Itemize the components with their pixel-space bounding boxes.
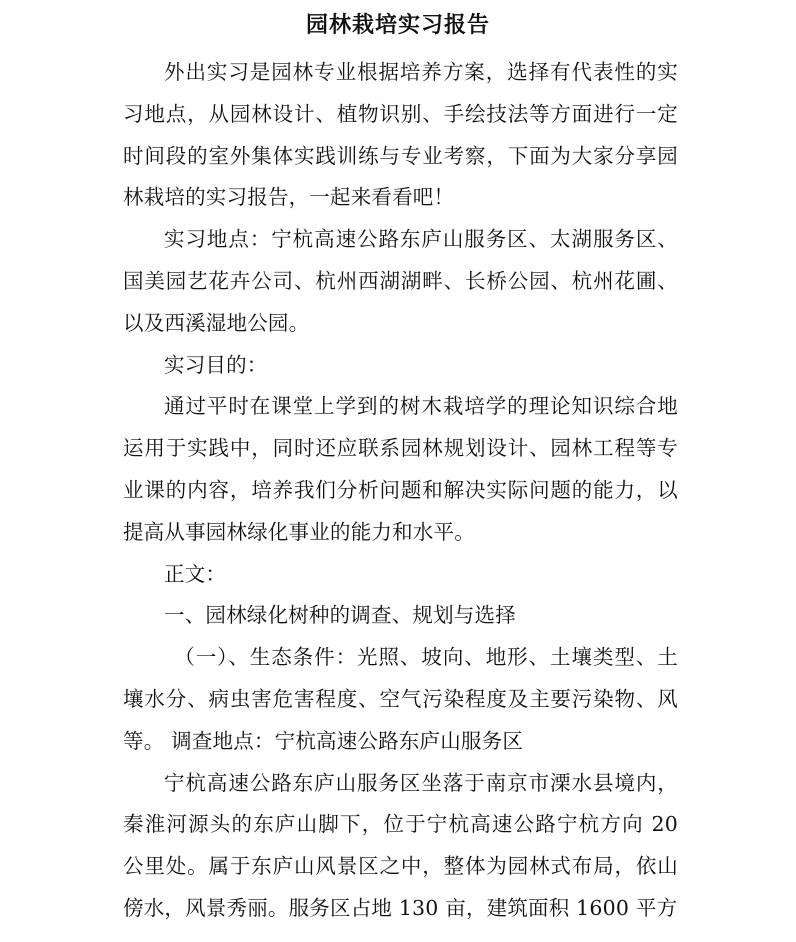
location-paragraph: 实习地点：宁杭高速公路东庐山服务区、太湖服务区、国美园艺花卉公司、杭州西湖湖畔、长桥公园、杭州花圃、以及西溪湿地公园。 (123, 227, 678, 335)
document-body (123, 52, 678, 930)
document-title: 园林栽培实习报告 (305, 12, 490, 38)
purpose-heading: 实习目的： (164, 352, 268, 377)
service-area-paragraph: 宁杭高速公路东庐山服务区坐落于南京市溧水县境内，秦淮河源头的东庐山脚下，位于宁杭高速公路宁杭方向 20 公里处。属于东庐山风景区之中，整体为园林式布局，依山傍水，风景秀丽。服务区占地 130 亩，建筑面积 1600 平方 (123, 770, 678, 920)
intro-paragraph: 外出实习是园林专业根据培养方案，选择有代表性的实习地点，从园林设计、植物识别、手绘技法等方面进行一定时间段的室外集体实践训练与专业考察，下面为大家分享园林栽培的实习报告，一起来看看吧！ (123, 60, 678, 210)
main-text-heading: 正文： (164, 561, 227, 586)
ecological-conditions-paragraph: （一）、生态条件：光照、坡向、地形、土壤类型、土壤水分、病虫害危害程度、空气污染程度及主要污染物、风等。 调查地点：宁杭高速公路东庐山服务区 (123, 645, 678, 753)
purpose-paragraph: 通过平时在课堂上学到的树木栽培学的理论知识综合地运用于实践中，同时还应联系园林规划设计、园林工程等专业课的内容，培养我们分析问题和解决实际问题的能力，以提高从事园林绿化事业的能力和水平。 (123, 394, 678, 544)
section-one-heading: 一、园林绿化树种的调查、规划与选择 (164, 603, 516, 628)
